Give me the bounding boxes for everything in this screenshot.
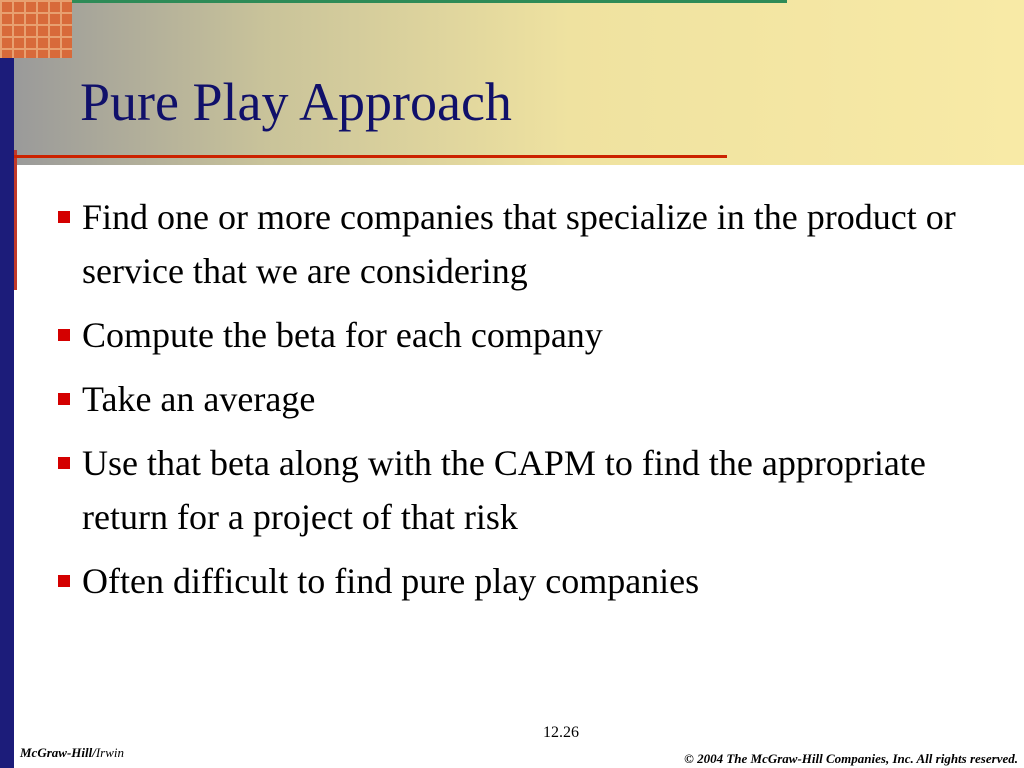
bullet-text: Use that beta along with the CAPM to find the appropriate return for a project of that risk — [82, 443, 926, 537]
checker-logo-icon — [0, 0, 72, 58]
footer-publisher-main: McGraw-Hill/ — [20, 745, 96, 760]
bullet-text: Often difficult to find pure play companies — [82, 561, 700, 601]
bullet-text: Take an average — [82, 379, 316, 419]
square-bullet-icon — [58, 393, 70, 405]
left-band-accent — [14, 150, 17, 290]
title-top-rule — [72, 0, 787, 3]
square-bullet-icon — [58, 575, 70, 587]
bullet-item — [56, 308, 956, 362]
slide-title: Pure Play Approach — [80, 72, 512, 132]
footer-publisher — [20, 745, 124, 761]
bullet-item — [56, 372, 956, 426]
bullet-list — [56, 190, 956, 618]
page-number: 12.26 — [543, 724, 579, 741]
title-underline — [14, 155, 727, 158]
bullet-text: Find one or more companies that specialize in the product or service that we are considering — [82, 197, 956, 291]
square-bullet-icon — [58, 457, 70, 469]
square-bullet-icon — [58, 211, 70, 223]
bullet-item — [56, 554, 956, 608]
square-bullet-icon — [58, 329, 70, 341]
footer-copyright: © 2004 The McGraw-Hill Companies, Inc. All rights reserved. — [684, 751, 1018, 766]
left-band — [0, 0, 14, 768]
bullet-text: Compute the beta for each company — [82, 315, 603, 355]
bullet-item — [56, 436, 956, 544]
bullet-item — [56, 190, 956, 298]
footer-publisher-imprint: Irwin — [95, 745, 125, 760]
